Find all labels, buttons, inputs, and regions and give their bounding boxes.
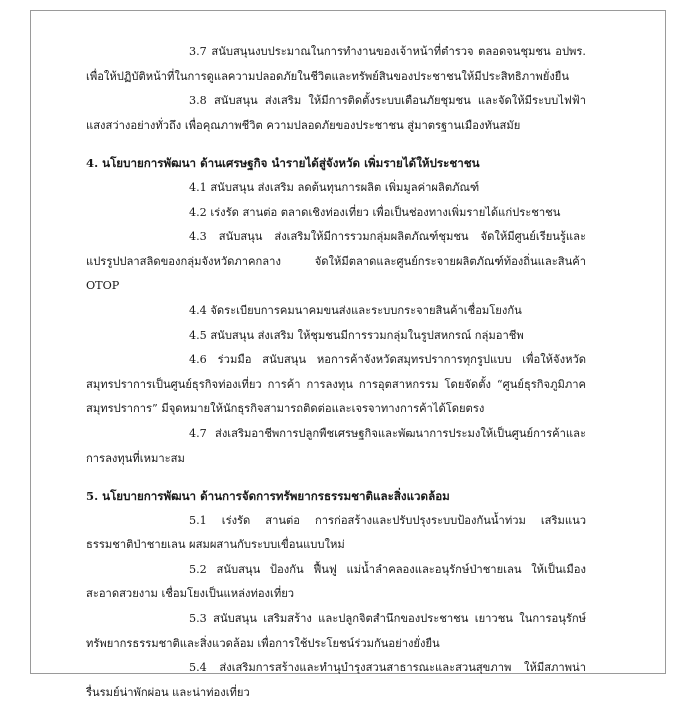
policy-item-3-8: 3.8 สนับสนุน ส่งเสริม ให้มีการติดตั้งระบบเตือนภัยชุมชน และจัดให้มีระบบไฟฟ้าแสงสว่างอย่างทั่วถึง เพื่อคุณภาพชีวิต ความปลอดภัยของประชาชน สู่มาตรฐานเมืองทันสมัย <box>86 94 586 132</box>
policy-item-4-3: 4.3 สนับสนุน ส่งเสริมให้มีการรวมกลุ่มผลิตภัณฑ์ชุมชน จัดให้มีศูนย์เรียนรู้และแปรรูปปลาสลิดของกลุ่มจังหวัดภาคกลาง จัดให้มีตลาดและศูนย์กระจายผลิตภัณฑ์ท้องถิ่นและสินค้า OTOP <box>86 230 586 293</box>
document-body <box>86 40 586 705</box>
policy-item-5-1: 5.1 เร่งรัด สานต่อ การก่อสร้างและปรับปรุงระบบป้องกันน้ำท่วม เสริมแนวธรรมชาติป่าชายเลน ผสมผสานกับระบบเขื่อนแบบใหม่ <box>86 513 586 552</box>
policy-item-3-7: 3.7 สนับสนุนงบประมาณในการทำงานของเจ้าหน้าที่ตำรวจ ตลอดจนชุมชน อปพร. เพื่อให้ปฏิบัติหน้าที่ในการดูแลความปลอดภัยในชีวิตและทรัพย์สินของประชาชนให้มีประสิทธิภาพยั่งยืน <box>86 45 586 83</box>
section-heading-4: 4. นโยบายการพัฒนา ด้านเศรษฐกิจ นำรายได้สู่จังหวัด เพิ่มรายได้ให้ประชาชน <box>86 156 480 171</box>
policy-item-4-1: 4.1 สนับสนุน ส่งเสริม ลดต้นทุนการผลิต เพิ่มมูลค่าผลิตภัณฑ์ <box>189 180 480 194</box>
policy-item-4-2: 4.2 เร่งรัด สานต่อ ตลาดเชิงท่องเที่ยว เพื่อเป็นช่องทางเพิ่มรายได้แก่ประชาชน <box>189 205 561 219</box>
policy-item-5-2: 5.2 สนับสนุน ป้องกัน ฟื้นฟู แม่น้ำลำคลองและอนุรักษ์ป่าชายเลน ให้เป็นเมืองสะอาดสวยงาม เชื่อมโยงเป็นแหล่งท่องเที่ยว <box>86 562 586 601</box>
policy-item-4-4: 4.4 จัดระเบียบการคมนาคมขนส่งและระบบกระจายสินค้าเชื่อมโยงกัน <box>189 303 522 317</box>
policy-item-4-7: 4.7 ส่งเสริมอาชีพการปลูกพืชเศรษฐกิจและพัฒนาการประมงให้เป็นศูนย์การค้าและการลงทุนที่เหมาะสม <box>86 426 586 465</box>
policy-item-4-6: 4.6 ร่วมมือ สนับสนุน หอการค้าจังหวัดสมุทรปราการทุกรูปแบบ เพื่อให้จังหวัดสมุทรปราการเป็นศูนย์ธุรกิจท่องเที่ยว การค้า การลงทุน การอุตสาหกรรม โดยจัดตั้ง “ศูนย์ธุรกิจภูมิภาคสมุทรปราการ” มีจุดหมายให้นักธุรกิจสามารถติดต่อและเจรจาทางการค้าได้โดยตรง <box>86 353 586 416</box>
policy-item-5-3: 5.3 สนับสนุน เสริมสร้าง และปลูกจิตสำนึกของประชาชน เยาวชน ในการอนุรักษ์ทรัพยากรธรรมชาติและสิ่งแวดล้อม เพื่อการใช้ประโยชน์ร่วมกันอย่างยั่งยืน <box>86 612 586 650</box>
section-heading-5: 5. นโยบายการพัฒนา ด้านการจัดการทรัพยากรธรรมชาติและสิ่งแวดล้อม <box>86 489 450 504</box>
policy-item-4-5: 4.5 สนับสนุน ส่งเสริม ให้ชุมชนมีการรวมกลุ่มในรูปสหกรณ์ กลุ่มอาชีพ <box>189 328 524 342</box>
policy-item-5-4: 5.4 ส่งเสริมการสร้างและทำนุบำรุงสวนสาธารณะและสวนสุขภาพ ให้มีสภาพน่ารื่นรมย์น่าพักผ่อน และน่าท่องเที่ยว <box>86 661 586 699</box>
